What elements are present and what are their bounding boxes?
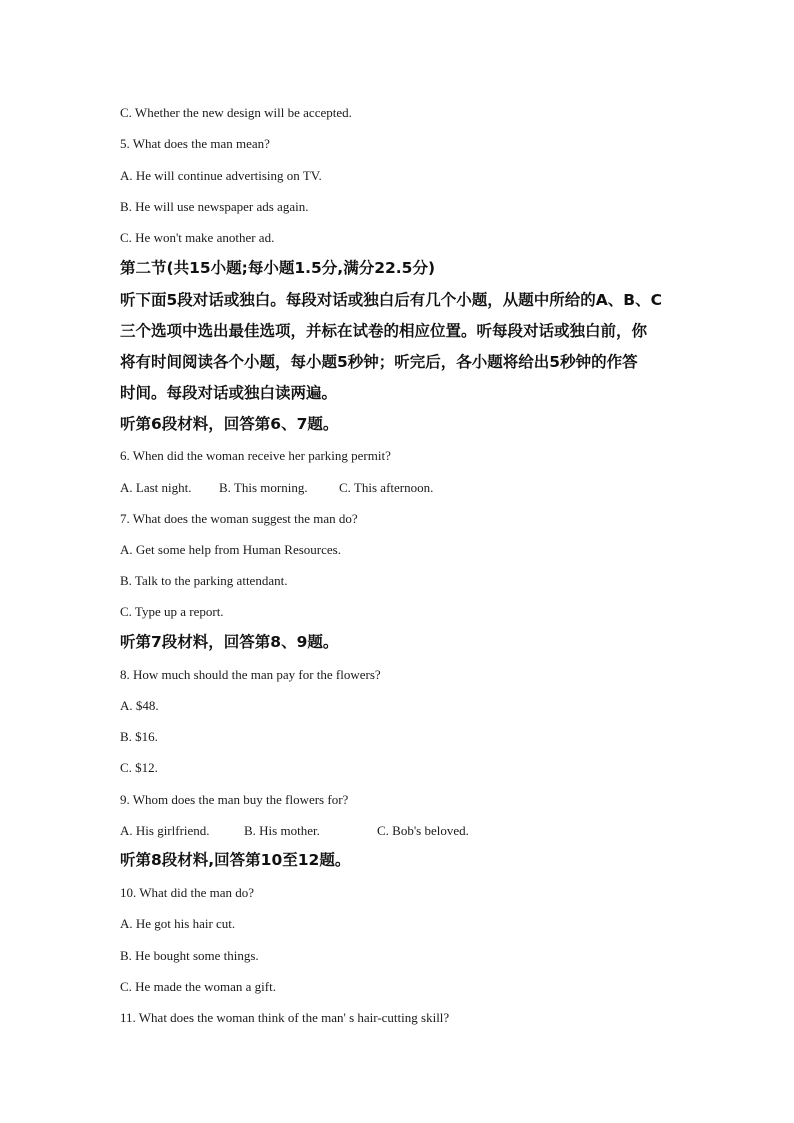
question-8-option-a: A. $48.	[120, 698, 159, 713]
question-4-option-c: C. Whether the new design will be accepted.	[120, 105, 352, 120]
instructions-line-4: 时间。每段对话或独白读两遍。	[120, 384, 338, 402]
question-10-option-a: A. He got his hair cut.	[120, 916, 236, 931]
question-9-options	[120, 823, 469, 839]
section-title: 第二节(共15小题;每小题1.5分,满分22.5分)	[120, 259, 436, 277]
question-6-options	[120, 480, 433, 496]
part-7-heading: 听第7段材料，回答第8、9题。	[120, 633, 339, 651]
question-9-option-b: B. His mother.	[244, 823, 320, 838]
question-6-option-c: C. This afternoon.	[339, 480, 434, 495]
question-6-option-b: B. This morning.	[219, 480, 308, 495]
question-5-option-a: A. He will continue advertising on TV.	[120, 168, 322, 183]
question-5-option-c: C. He won't make another ad.	[120, 230, 275, 245]
question-11: 11. What does the woman think of the man' s hair-cutting skill?	[120, 1010, 450, 1025]
question-9-option-a: A. His girlfriend.	[120, 823, 210, 838]
instructions-line-2: 三个选项中选出最佳选项，并标在试卷的相应位置。听每段对话或独白前，你	[120, 322, 648, 340]
instructions-line-1: 听下面5段对话或独白。每段对话或独白后有几个小题，从题中所给的A、B、C	[120, 291, 662, 309]
question-8-option-b: B. $16.	[120, 729, 158, 744]
question-6: 6. When did the woman receive her parking permit?	[120, 448, 391, 463]
question-9: 9. Whom does the man buy the flowers for?	[120, 792, 349, 807]
question-7-option-b: B. Talk to the parking attendant.	[120, 573, 288, 588]
question-8: 8. How much should the man pay for the flowers?	[120, 667, 381, 682]
question-10-option-b: B. He bought some things.	[120, 948, 259, 963]
part-8-heading: 听第8段材料,回答第10至12题。	[120, 851, 351, 869]
question-7: 7. What does the woman suggest the man do?	[120, 511, 358, 526]
instructions-line-3: 将有时间阅读各个小题，每小题5秒钟；听完后，各小题将给出5秒钟的作答	[120, 353, 638, 371]
question-10-option-c: C. He made the woman a gift.	[120, 979, 276, 994]
question-5-option-b: B. He will use newspaper ads again.	[120, 199, 309, 214]
question-7-option-a: A. Get some help from Human Resources.	[120, 542, 341, 557]
question-9-option-c: C. Bob's beloved.	[377, 823, 469, 838]
question-10: 10. What did the man do?	[120, 885, 255, 900]
question-6-option-a: A. Last night.	[120, 480, 192, 495]
part-6-heading: 听第6段材料，回答第6、7题。	[120, 415, 339, 433]
question-7-option-c: C. Type up a report.	[120, 604, 224, 619]
question-5: 5. What does the man mean?	[120, 136, 270, 151]
question-8-option-c: C. $12.	[120, 760, 158, 775]
